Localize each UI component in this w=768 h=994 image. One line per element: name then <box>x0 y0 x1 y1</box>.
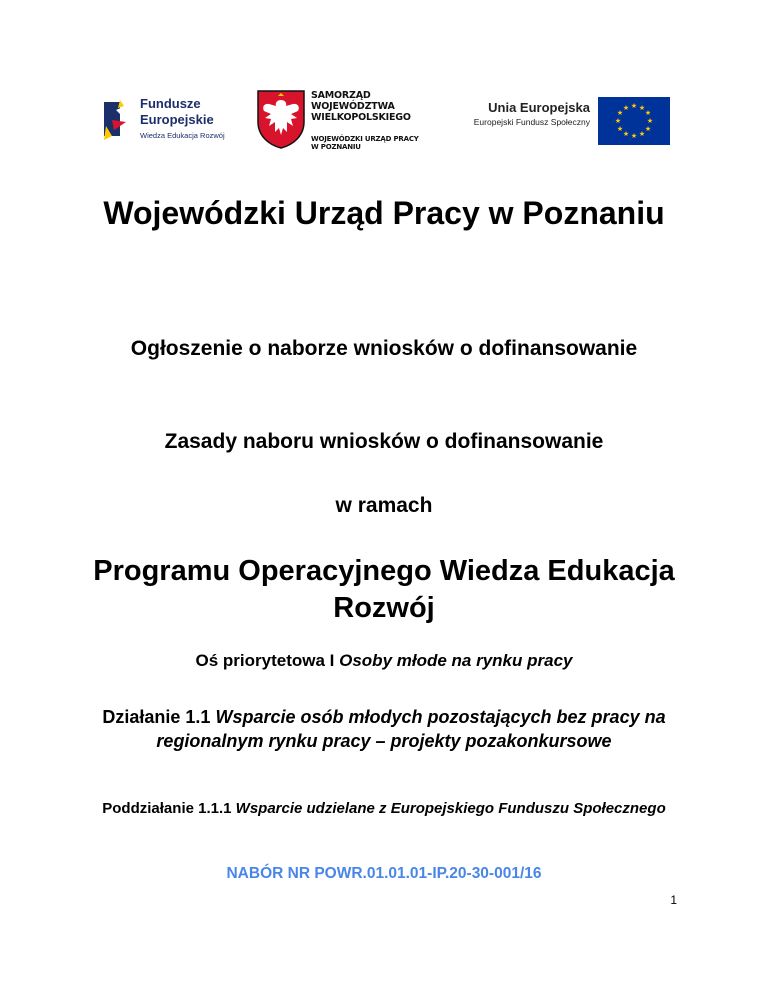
recruitment-number: NABÓR NR POWR.01.01.01-IP.20-30-001/16 <box>226 865 542 882</box>
svg-text:★: ★ <box>616 125 624 133</box>
announcement-heading: Ogłoszenie o naborze wniosków o dofinansowanie <box>130 337 638 360</box>
action-line <box>84 705 684 753</box>
framework-heading: w ramach <box>335 494 433 517</box>
samorzad-logo <box>255 88 430 154</box>
rules-heading: Zasady naboru wniosków o dofinansowanie <box>164 430 604 453</box>
fundusze-line2: Europejskie <box>140 112 214 127</box>
logo-bar <box>100 88 670 154</box>
ue-line2: Europejski Fundusz Społeczny <box>473 117 590 127</box>
samorzad-line1: SAMORZĄD WOJEWÓDZTWA <box>311 90 395 112</box>
samorzad-line4: W POZNANIU <box>311 143 361 151</box>
subaction-name: Wsparcie udzielane z Europejskiego Funduszu Społecznego <box>235 800 666 817</box>
fundusze-line3: Wiedza Edukacja Rozwój <box>140 131 225 140</box>
action-label: Działanie 1.1 <box>102 707 211 727</box>
svg-text:★: ★ <box>646 117 654 125</box>
svg-text:★: ★ <box>638 104 646 112</box>
ue-line1: Unia Europejska <box>488 100 590 115</box>
program-heading: Programu Operacyjnego Wiedza Edukacja Rozwój <box>93 555 675 624</box>
action-name: Wsparcie osób młodych pozostających bez pracy na regionalnym rynku pracy – projekty pozakonkursowe <box>156 707 666 751</box>
subaction-line <box>84 799 684 819</box>
svg-text:★: ★ <box>630 102 638 110</box>
svg-text:★: ★ <box>630 132 638 140</box>
svg-text:★: ★ <box>616 109 624 117</box>
fundusze-europejskie-mark-icon <box>100 96 136 142</box>
svg-text:★: ★ <box>622 104 630 112</box>
svg-text:★: ★ <box>638 130 646 138</box>
eagle-crest-icon <box>255 88 307 150</box>
fundusze-europejskie-logo <box>100 94 240 144</box>
page-title: Wojewódzki Urząd Pracy w Poznaniu <box>103 195 665 231</box>
eu-flag-icon <box>598 97 670 145</box>
priority-axis <box>84 650 684 672</box>
subaction-label: Poddziałanie 1.1.1 <box>102 800 232 817</box>
axis-name: Osoby młode na rynku pracy <box>339 651 573 670</box>
axis-label: Oś priorytetowa I <box>195 651 335 670</box>
svg-text:★: ★ <box>614 117 622 125</box>
unia-europejska-logo <box>440 94 670 144</box>
page-number: 1 <box>670 893 677 907</box>
svg-text:★: ★ <box>644 109 652 117</box>
svg-text:★: ★ <box>622 130 630 138</box>
samorzad-line3: WOJEWÓDZKI URZĄD PRACY <box>311 135 419 143</box>
svg-text:★: ★ <box>644 125 652 133</box>
fundusze-line1: Fundusze <box>140 96 201 111</box>
samorzad-line2: WIELKOPOLSKIEGO <box>311 112 411 123</box>
